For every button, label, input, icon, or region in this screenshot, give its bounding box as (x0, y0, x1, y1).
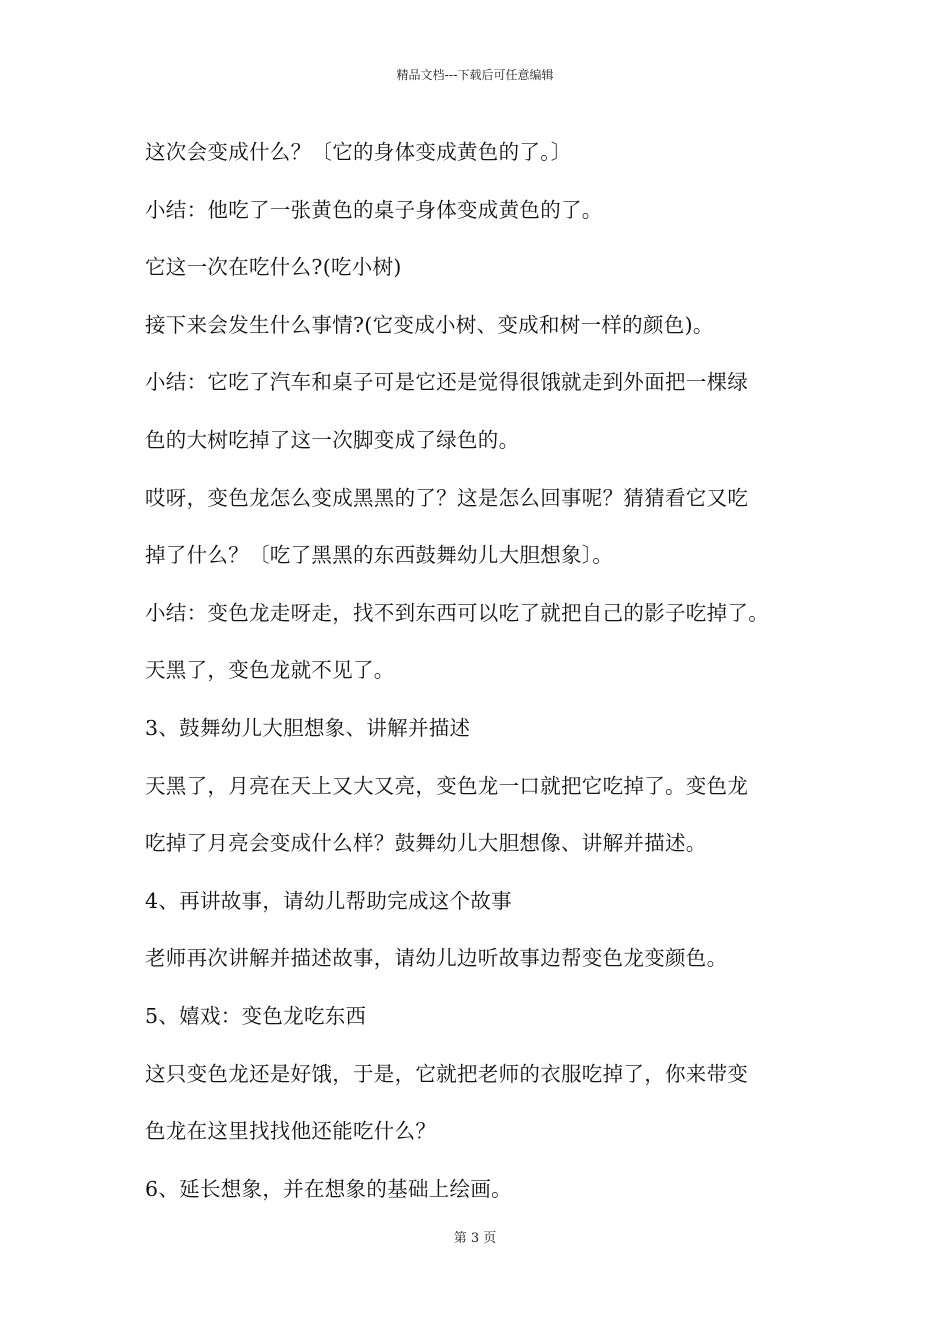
text-line: 老师再次讲解并描述故事，请幼儿边听故事边帮变色龙变颜色。 (145, 946, 728, 971)
text-line: 小结：变色龙走呀走，找不到东西可以吃了就把自己的影子吃掉了。 (145, 600, 769, 625)
text-line: 天黑了，月亮在天上又大又亮，变色龙一口就把它吃掉了。变色龙 (145, 773, 749, 798)
text-line: 色的大树吃掉了这一次脚变成了绿色的。 (145, 427, 520, 452)
text-line: 它这一次在吃什么?(吃小树) (145, 255, 402, 280)
text-line: 这只变色龙还是好饿，于是，它就把老师的衣服吃掉了，你来带变 (145, 1061, 749, 1086)
text-line: 接下来会发生什么事情?(它变成小树、变成和树一样的颜色)。 (145, 312, 714, 337)
section-heading: 6、延长想象，并在想象的基础上绘画。 (145, 1176, 512, 1201)
section-heading: 4、再讲故事，请幼儿帮助完成这个故事 (145, 888, 512, 913)
text-line: 吃掉了月亮会变成什么样？鼓舞幼儿大胆想像、讲解并描述。 (145, 831, 707, 856)
text-line: 哎呀，变色龙怎么变成黑黑的了？这是怎么回事呢？猜猜看它又吃 (145, 485, 749, 510)
section-heading: 5、嬉戏：变色龙吃东西 (145, 1003, 367, 1028)
section-heading: 3、鼓舞幼儿大胆想象、讲解并描述 (145, 715, 471, 740)
page-number: 第 3 页 (453, 1231, 497, 1246)
document-body (145, 132, 845, 1226)
text-line: 色龙在这里找找他还能吃什么？ (145, 1119, 437, 1144)
text-line: 小结：他吃了一张黄色的桌子身体变成黄色的了。 (145, 197, 603, 222)
text-line: 小结：它吃了汽车和桌子可是它还是觉得很饿就走到外面把一棵绿 (145, 370, 749, 395)
text-line: 天黑了，变色龙就不见了。 (145, 658, 395, 683)
text-line: 掉了什么？〔吃了黑黑的东西鼓舞幼儿大胆想象〕。 (145, 543, 614, 568)
text-line: 这次会变成什么？〔它的身体变成黄色的了。〕 (145, 140, 572, 164)
page-header: 精品文档---下载后可任意编辑 (396, 68, 554, 82)
